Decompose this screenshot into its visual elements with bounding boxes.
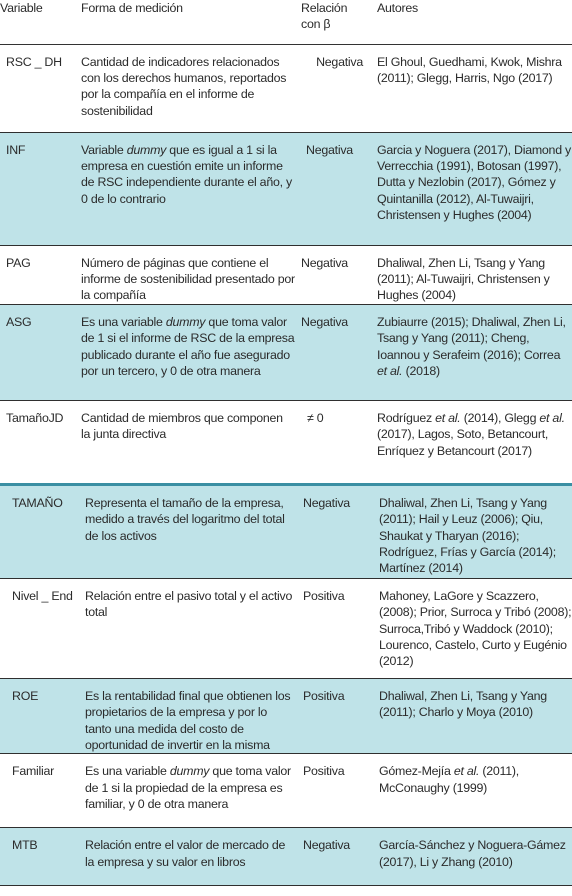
medicion-em: dummy (169, 764, 210, 779)
relacion-cell: Negativa (301, 255, 348, 270)
medicion-cell (81, 132, 301, 245)
table-row (0, 828, 572, 886)
medicion-text: Es una variable (81, 314, 166, 329)
variable-cell: Familiar (12, 764, 55, 779)
autores-em: et al. (377, 363, 403, 378)
medicion-cell (81, 304, 301, 400)
medicion-cell: Relación entre el valor de mercado de la empresa y su valor en libros (85, 838, 286, 869)
autores-cell: Dhaliwal, Zhen Li, Tsang y Yang (2011); Hail y Leuz (2006); Qiu, Shaukat y Tharyan (2016); Rodríguez, Frías y García (2014); Martínez (2014) (379, 495, 556, 576)
header-variable: Variable (0, 1, 43, 15)
table-row (0, 44, 572, 132)
table-row (0, 678, 572, 754)
autores-cell: García-Sánchez y Noguera-Gámez (2017), Li y Zhang (2010) (379, 838, 566, 869)
relacion-cell: Negativa (316, 54, 363, 69)
variable-cell: TamañoJD (6, 410, 64, 425)
variable-cell: PAG (6, 255, 31, 270)
medicion-text: que toma valor de 1 si la propiedad de la empresa es familiar, y 0 de otra manera (85, 764, 291, 812)
table-row (0, 132, 572, 245)
table-row (0, 400, 572, 484)
autores-cell: El Ghoul, Guedhami, Kwok, Mishra (2011); Glegg, Harris, Ngo (2017) (377, 54, 562, 85)
relacion-cell: ≠ 0 (307, 410, 324, 425)
autores-cell: Mahoney, LaGore y Scazzero, (2008); Prior, Surroca y Tribó (2008); Surroca,Tribó y Waddock (2010); Lourenco, Castelo, Curto y Eugénio (2012) (379, 588, 572, 669)
table-row (0, 754, 572, 828)
autores-em: et al. (435, 410, 461, 425)
autores-text: Zubiaurre (2015); Dhaliwal, Zhen Li, Tsang y Yang (2011); Cheng, Ioannou y Serafeim (2016); Correa (377, 314, 566, 362)
autores-cell: Dhaliwal, Zhen Li, Tsang y Yang (2011); Al-Tuwaijri, Christensen y Hughes (2004) (377, 255, 550, 303)
variable-cell: ROE (12, 688, 39, 703)
relacion-cell: Positiva (303, 764, 345, 779)
header-relacion-line2: con β (301, 17, 331, 32)
medicion-cell (81, 754, 301, 828)
medicion-cell: Cantidad de indicadores relacionados con los derechos humanos, reportados por la compañía en el informe de sostenibilidad (81, 54, 287, 118)
autores-text: Gómez-Mejía (379, 764, 454, 779)
relacion-cell: Positiva (303, 688, 345, 703)
autores-cell: Dhaliwal, Zhen Li, Tsang y Yang (2011); Charlo y Moya (2010) (379, 688, 547, 720)
medicion-text: Variable (81, 142, 127, 157)
medicion-cell: Cantidad de miembros que componen la junta directiva (81, 410, 283, 442)
relacion-cell: Negativa (303, 495, 350, 510)
medicion-text: que toma valor de 1 si el informe de RSC de la empresa publicado durante el año fue asegurado por un tercero, y 0 de otra manera (81, 314, 295, 378)
relacion-cell: Positiva (303, 588, 345, 603)
variable-cell: INF (6, 142, 26, 157)
medicion-text: que es igual a 1 si la empresa en cuestión emite un informe de RSC independiente durante el año, y 0 de lo contrario (81, 142, 292, 206)
variable-cell: MTB (12, 838, 38, 853)
medicion-cell: Es la rentabilidad final que obtienen los propietarios de la empresa y por lo tanto una medida del costo de oportunidad de invertir en la misma (85, 688, 291, 752)
autores-text: (2018) (402, 363, 440, 378)
autores-text: (2014), Glegg (460, 410, 540, 425)
variable-cell: TAMAÑO (12, 495, 63, 510)
variable-cell: Nivel _ End (12, 588, 73, 603)
autores-cell: Garcia y Noguera (2017), Diamond y Verrecchia (1991), Botosan (1997), Dutta y Nezlobin (2017), Gómez y Quintanilla (2012), Al-Tuwaijri, Christensen y Hughes (2004) (377, 142, 571, 223)
table-row (0, 484, 572, 578)
autores-em: et al. (539, 410, 565, 425)
medicion-cell: Relación entre el pasivo total y el activo total (85, 588, 293, 620)
relacion-cell: Negativa (303, 838, 350, 853)
medicion-text: Es una variable (85, 764, 170, 779)
medicion-cell: Representa el tamaño de la empresa, medido a través del logaritmo del total de los activos (85, 495, 285, 543)
table-header-row (0, 0, 572, 44)
autores-cell (377, 754, 572, 828)
header-relacion (301, 0, 377, 44)
header-relacion-line1: Relación (301, 1, 348, 15)
medicion-em: dummy (126, 142, 167, 157)
header-autores: Autores (377, 1, 418, 15)
autores-cell (377, 400, 572, 484)
header-medicion: Forma de medición (81, 1, 183, 15)
autores-em: et al. (453, 764, 480, 779)
variable-cell: RSC _ DH (6, 54, 62, 69)
autores-text: (2017), Lagos, Soto, Betancourt, Enríquez y Betancourt (2017) (377, 427, 549, 458)
medicion-em: dummy (165, 314, 206, 329)
autores-text: (2011), McConaughy (1999) (379, 764, 519, 795)
relacion-cell: Negativa (301, 314, 348, 329)
table-row (0, 304, 572, 400)
table-row (0, 578, 572, 678)
medicion-cell: Número de páginas que contiene el informe de sostenibilidad presentado por la compañía (81, 255, 295, 303)
table-row (0, 245, 572, 304)
autores-cell (377, 304, 572, 400)
relacion-cell: Negativa (306, 142, 353, 157)
variable-cell: ASG (6, 314, 32, 329)
autores-text: Rodríguez (377, 410, 436, 425)
